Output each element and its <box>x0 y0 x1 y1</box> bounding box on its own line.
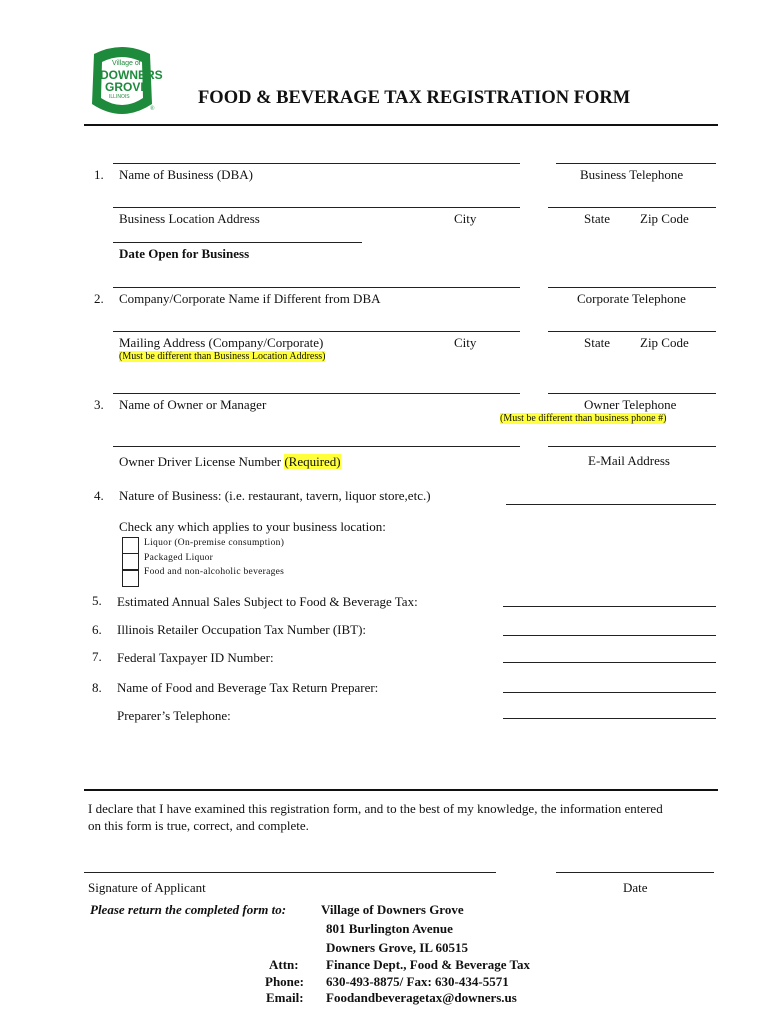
mailing-state-label: State <box>584 335 610 350</box>
phone-value: 630-493-8875/ Fax: 630-434-5571 <box>326 974 509 989</box>
business-state-label: State <box>584 211 610 226</box>
preparer-phone-field[interactable] <box>503 718 716 719</box>
phone-label: Phone: <box>265 974 304 989</box>
business-address-label: Business Location Address <box>119 211 260 226</box>
packaged-liquor-label: Packaged Liquor <box>144 553 214 563</box>
nature-of-business-field[interactable] <box>506 504 716 505</box>
mailing-address-field[interactable] <box>113 331 520 332</box>
business-phone-field[interactable] <box>556 163 716 164</box>
business-phone-label: Business Telephone <box>580 167 684 182</box>
estimated-sales-label: Estimated Annual Sales Subject to Food & Beverage Tax: <box>117 594 418 609</box>
logo-text-line4: ILLINOIS <box>109 94 130 100</box>
signature-label: Signature of Applicant <box>88 880 206 895</box>
mailing-zip-label: Zip Code <box>640 335 689 350</box>
packaged-liquor-checkbox[interactable] <box>122 553 139 570</box>
owner-name-label: Name of Owner or Manager <box>119 397 267 412</box>
business-zip-label: Zip Code <box>640 211 689 226</box>
attn-value: Finance Dept., Food & Beverage Tax <box>326 957 531 972</box>
declaration-line2: on this form is true, correct, and complete. <box>88 818 309 833</box>
check-applies-label: Check any which applies to your business location: <box>119 519 386 534</box>
corporate-phone-field[interactable] <box>548 287 716 288</box>
logo-text-line3: GROVE <box>105 80 149 94</box>
license-label-text: Owner Driver License Number <box>119 454 282 469</box>
section-7-number: 7. <box>92 649 102 664</box>
mailing-address-label: Mailing Address (Company/Corporate) <box>119 335 324 350</box>
federal-id-label: Federal Taxpayer ID Number: <box>117 650 274 665</box>
owner-name-field[interactable] <box>113 393 520 394</box>
company-name-field[interactable] <box>113 287 520 288</box>
section-5-number: 5. <box>92 593 102 608</box>
declaration-rule <box>84 789 718 791</box>
email-contact-link[interactable]: Foodandbeveragetax@downers.us <box>326 990 517 1005</box>
logo-text-line1: Village of <box>112 60 141 67</box>
date-label: Date <box>623 880 648 895</box>
corporate-phone-label: Corporate Telephone <box>577 291 686 306</box>
date-field[interactable] <box>556 872 714 873</box>
title-rule <box>84 124 718 126</box>
preparer-phone-label: Preparer’s Telephone: <box>117 708 231 723</box>
ibt-number-field[interactable] <box>503 635 716 636</box>
date-open-label: Date Open for Business <box>119 246 250 261</box>
return-instruction: Please return the completed form to: <box>90 902 287 917</box>
logo-text-line2: DOWNERS <box>100 68 163 82</box>
business-state-zip-field[interactable] <box>548 207 716 208</box>
email-field[interactable] <box>548 446 716 447</box>
return-org: Village of Downers Grove <box>321 902 464 917</box>
owner-phone-label: Owner Telephone <box>584 397 677 412</box>
return-city: Downers Grove, IL 60515 <box>326 940 469 955</box>
ibt-number-label: Illinois Retailer Occupation Tax Number (IBT): <box>117 622 367 637</box>
mailing-address-note: (Must be different than Business Location Address) <box>119 351 326 362</box>
license-number-field[interactable] <box>113 446 520 447</box>
section-8-number: 8. <box>92 680 102 695</box>
estimated-sales-field[interactable] <box>503 606 716 607</box>
business-address-field[interactable] <box>113 207 520 208</box>
nature-of-business-label: Nature of Business: (i.e. restaurant, tavern, liquor store,etc.) <box>119 488 431 503</box>
logo-trademark: ® <box>150 106 155 112</box>
mailing-state-zip-field[interactable] <box>548 331 716 332</box>
food-beverages-checkbox[interactable] <box>122 570 139 587</box>
section-1-number: 1. <box>94 167 104 182</box>
license-required-note: (Required) <box>284 454 341 469</box>
liquor-on-premise-checkbox[interactable] <box>122 537 139 554</box>
section-2-number: 2. <box>94 291 104 306</box>
business-name-field[interactable] <box>113 163 520 164</box>
business-city-label: City <box>454 211 477 226</box>
return-street: 801 Burlington Avenue <box>326 921 453 936</box>
section-6-number: 6. <box>92 622 102 637</box>
license-number-label <box>119 454 341 470</box>
liquor-on-premise-label: Liquor (On-premise consumption) <box>144 538 285 548</box>
date-open-field[interactable] <box>113 242 362 243</box>
preparer-name-label: Name of Food and Beverage Tax Return Preparer: <box>117 680 379 695</box>
section-4-number: 4. <box>94 488 104 503</box>
email-label: E-Mail Address <box>588 453 670 468</box>
federal-id-field[interactable] <box>503 662 716 663</box>
business-name-label: Name of Business (DBA) <box>119 167 253 182</box>
form-title: FOOD & BEVERAGE TAX REGISTRATION FORM <box>198 88 631 108</box>
company-name-label: Company/Corporate Name if Different from DBA <box>119 291 381 306</box>
preparer-name-field[interactable] <box>503 692 716 693</box>
attn-label: Attn: <box>269 957 299 972</box>
section-3-number: 3. <box>94 397 104 412</box>
food-beverages-label: Food and non-alcoholic beverages <box>144 567 285 577</box>
owner-phone-field[interactable] <box>548 393 716 394</box>
email-contact-label: Email: <box>266 990 304 1005</box>
village-logo <box>86 44 163 120</box>
owner-phone-note: (Must be different than business phone #) <box>500 413 667 424</box>
mailing-city-label: City <box>454 335 477 350</box>
signature-field[interactable] <box>84 872 496 873</box>
declaration-line1: I declare that I have examined this registration form, and to the best of my knowledge, the information entered <box>88 801 663 816</box>
